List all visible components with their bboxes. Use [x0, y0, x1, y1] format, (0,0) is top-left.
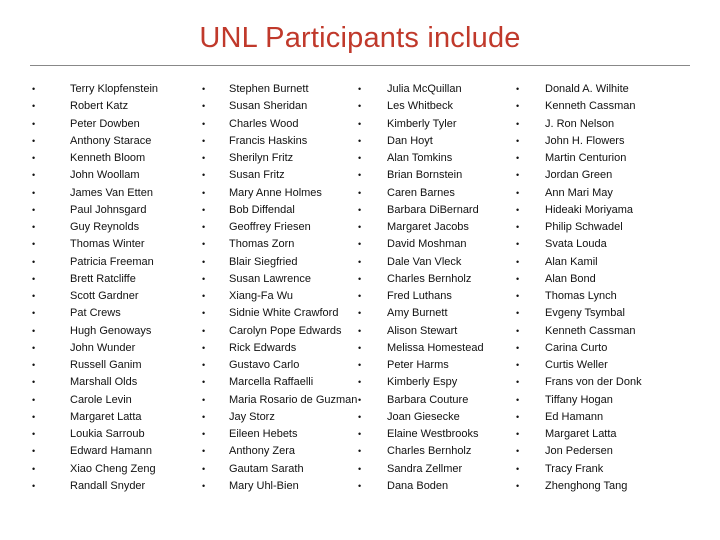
- participant-name: Robert Katz: [70, 100, 129, 113]
- participant-item: [202, 443, 357, 460]
- bullet-icon: •: [202, 308, 206, 319]
- participant-item: [32, 409, 158, 426]
- participant-item: [358, 133, 484, 150]
- participant-name: Anthony Zera: [229, 445, 296, 458]
- participant-item: [32, 461, 158, 478]
- participant-item: [32, 81, 159, 98]
- participant-name: Jordan Green: [545, 169, 613, 182]
- participant-name: Stephen Burnett: [229, 83, 309, 95]
- bullet-icon: •: [32, 170, 36, 181]
- participant-name: Les Whitbeck: [387, 100, 454, 113]
- participant-name: John Wunder: [70, 341, 136, 354]
- bullet-icon: •: [358, 239, 362, 250]
- participant-item: [202, 236, 357, 253]
- bullet-icon: •: [516, 222, 520, 232]
- participant-name: Charles Wood: [229, 117, 299, 130]
- participant-name: Russell Ganim: [70, 359, 142, 371]
- bullet-icon: •: [202, 463, 206, 474]
- participant-name: Brett Ratcliffe: [70, 272, 136, 285]
- bullet-icon: •: [516, 170, 520, 181]
- participant-item: [202, 478, 357, 495]
- bullet-icon: •: [516, 187, 520, 198]
- participants-column-4: [516, 81, 642, 495]
- participant-item: [516, 254, 642, 271]
- participant-item: [516, 81, 642, 98]
- participant-item: [32, 133, 158, 150]
- participant-item: [358, 254, 484, 271]
- participant-item: [202, 305, 357, 322]
- participant-name: Amy Burnett: [387, 307, 448, 320]
- bullet-icon: •: [516, 463, 520, 474]
- participant-name: Dana Boden: [387, 479, 449, 492]
- participant-name: Fred Luthans: [387, 290, 452, 302]
- bullet-icon: •: [202, 429, 206, 439]
- participant-item: [202, 392, 358, 409]
- participant-item: [516, 426, 642, 443]
- bullet-icon: •: [358, 325, 362, 336]
- bullet-icon: •: [358, 446, 362, 457]
- bullet-icon: •: [516, 429, 520, 439]
- bullet-icon: •: [516, 308, 520, 319]
- participant-item: [32, 340, 158, 357]
- participant-name: Xiang-Fa Wu: [229, 290, 293, 302]
- participant-item: [32, 185, 158, 202]
- participant-name: John Woollam: [70, 169, 140, 182]
- bullet-icon: •: [358, 480, 362, 491]
- participant-item: [32, 219, 158, 236]
- participant-name: Donald A. Wilhite: [545, 83, 629, 95]
- bullet-icon: •: [516, 325, 520, 336]
- participant-item: [516, 357, 642, 374]
- participant-name: Jon Pedersen: [545, 445, 613, 458]
- participant-item: [358, 98, 484, 115]
- bullet-icon: •: [358, 222, 362, 232]
- participant-item: [202, 133, 357, 150]
- participant-name: Tiffany Hogan: [545, 393, 613, 406]
- participant-name: Geoffrey Friesen: [229, 221, 311, 233]
- bullet-icon: •: [516, 394, 520, 405]
- participant-item: [516, 340, 642, 357]
- participant-name: Thomas Lynch: [545, 290, 617, 302]
- participant-name: Charles Bernholz: [387, 272, 472, 285]
- participant-item: [516, 98, 642, 115]
- participant-item: [202, 150, 357, 167]
- participant-name: Terry Klopfenstein: [70, 83, 159, 95]
- bullet-icon: •: [358, 187, 362, 198]
- bullet-icon: •: [358, 377, 362, 388]
- participants-column-3: [358, 81, 484, 495]
- participant-name: Patricia Freeman: [70, 255, 154, 268]
- bullet-icon: •: [358, 135, 362, 146]
- participant-name: Brian Bornstein: [387, 169, 463, 182]
- participant-name: Sandra Zellmer: [387, 462, 463, 475]
- participant-item: [516, 305, 642, 322]
- participant-name: Pat Crews: [70, 307, 121, 320]
- participant-name: Margaret Jacobs: [387, 221, 469, 233]
- bullet-icon: •: [202, 153, 206, 163]
- participant-name: Tracy Frank: [545, 462, 604, 475]
- participant-name: Mary Anne Holmes: [229, 186, 322, 199]
- participant-name: Elaine Westbrooks: [387, 428, 479, 440]
- participant-item: [358, 185, 484, 202]
- participant-item: [202, 357, 357, 374]
- participant-item: [202, 374, 357, 391]
- bullet-icon: •: [202, 273, 206, 284]
- participant-item: [358, 409, 484, 426]
- bullet-icon: •: [516, 273, 520, 284]
- bullet-icon: •: [516, 411, 520, 422]
- participant-item: [516, 185, 642, 202]
- bullet-icon: •: [32, 291, 36, 301]
- bullet-icon: •: [202, 342, 206, 353]
- participant-name: Loukia Sarroub: [70, 428, 145, 440]
- participant-name: Barbara DiBernard: [387, 203, 479, 216]
- bullet-icon: •: [516, 239, 520, 250]
- participant-name: Ann Mari May: [545, 186, 613, 199]
- bullet-icon: •: [32, 446, 36, 457]
- participant-item: [32, 202, 158, 219]
- participant-item: [202, 323, 357, 340]
- participant-name: Jay Storz: [229, 410, 275, 423]
- slide-title: UNL Participants include: [199, 22, 521, 54]
- participant-name: Rick Edwards: [229, 341, 297, 354]
- participant-item: [516, 392, 642, 409]
- participant-item: [358, 81, 484, 98]
- participant-item: [202, 271, 357, 288]
- participant-name: Francis Haskins: [229, 134, 308, 147]
- participant-item: [516, 236, 642, 253]
- bullet-icon: •: [32, 239, 36, 250]
- participant-item: [32, 98, 158, 115]
- participant-name: Alan Bond: [545, 272, 596, 285]
- participant-item: [32, 254, 158, 271]
- participant-item: [358, 305, 484, 322]
- bullet-icon: •: [358, 118, 362, 129]
- participant-name: Kimberly Tyler: [387, 117, 457, 130]
- participant-name: Julia McQuillan: [387, 83, 462, 95]
- participant-item: [202, 219, 357, 236]
- participant-name: Gustavo Carlo: [229, 359, 300, 371]
- participant-item: [32, 357, 158, 374]
- participant-item: [516, 219, 642, 236]
- bullet-icon: •: [202, 187, 206, 198]
- bullet-icon: •: [358, 342, 362, 353]
- participant-item: [516, 202, 642, 219]
- participant-name: Thomas Zorn: [229, 238, 295, 251]
- bullet-icon: •: [358, 308, 362, 319]
- participant-name: Scott Gardner: [70, 290, 139, 302]
- participants-column-1: [32, 81, 159, 495]
- participant-name: Zhenghong Tang: [545, 479, 628, 492]
- participant-name: Randall Snyder: [70, 479, 146, 492]
- participant-item: [32, 271, 158, 288]
- bullet-icon: •: [32, 394, 36, 405]
- bullet-icon: •: [358, 256, 362, 267]
- participant-name: Margaret Latta: [545, 428, 617, 440]
- participant-name: Sidnie White Crawford: [229, 307, 339, 320]
- participant-item: [32, 443, 158, 460]
- bullet-icon: •: [202, 239, 206, 250]
- bullet-icon: •: [202, 377, 206, 388]
- bullet-icon: •: [32, 118, 36, 129]
- bullet-icon: •: [32, 325, 36, 336]
- participant-name: Barbara Couture: [387, 393, 469, 406]
- bullet-icon: •: [516, 118, 520, 129]
- participant-item: [358, 150, 484, 167]
- participant-item: [358, 323, 484, 340]
- participant-item: [358, 236, 484, 253]
- participant-name: Marcella Raffaelli: [229, 376, 314, 389]
- title-divider: [30, 65, 690, 66]
- participant-name: Melissa Homestead: [387, 341, 484, 354]
- bullet-icon: •: [202, 222, 206, 232]
- participant-name: Thomas Winter: [70, 238, 145, 251]
- bullet-icon: •: [202, 325, 206, 336]
- participant-name: Kimberly Espy: [387, 376, 458, 389]
- participant-name: Mary Uhl-Bien: [229, 479, 299, 492]
- participant-item: [358, 443, 484, 460]
- participant-name: Kenneth Cassman: [545, 324, 636, 337]
- bullet-icon: •: [202, 446, 206, 457]
- participant-item: [32, 167, 158, 184]
- bullet-icon: •: [358, 429, 362, 439]
- participant-item: [202, 409, 357, 426]
- participant-name: Evgeny Tsymbal: [545, 307, 625, 320]
- participant-name: Ed Hamann: [545, 410, 604, 423]
- bullet-icon: •: [202, 291, 206, 301]
- bullet-icon: •: [516, 291, 520, 301]
- participant-item: [516, 271, 642, 288]
- bullet-icon: •: [32, 342, 36, 353]
- bullet-icon: •: [32, 256, 36, 267]
- participant-name: Alan Tomkins: [387, 152, 453, 164]
- participant-item: [32, 150, 158, 167]
- bullet-icon: •: [32, 429, 36, 439]
- bullet-icon: •: [32, 187, 36, 198]
- participant-item: [516, 443, 642, 460]
- participant-name: Susan Sheridan: [229, 100, 308, 113]
- participant-item: [516, 478, 642, 495]
- participant-item: [32, 374, 158, 391]
- participant-name: Joan Giesecke: [387, 410, 460, 423]
- bullet-icon: •: [32, 101, 36, 112]
- participant-item: [358, 202, 484, 219]
- participant-name: Marshall Olds: [70, 376, 138, 389]
- participant-name: Charles Bernholz: [387, 445, 472, 458]
- participant-name: Frans von der Donk: [545, 376, 642, 389]
- participant-item: [516, 288, 642, 305]
- participant-name: James Van Etten: [70, 186, 153, 199]
- bullet-icon: •: [202, 170, 206, 181]
- bullet-icon: •: [32, 273, 36, 284]
- participant-name: Anthony Starace: [70, 134, 152, 147]
- participant-name: Martin Centurion: [545, 152, 627, 164]
- bullet-icon: •: [202, 135, 206, 146]
- bullet-icon: •: [32, 308, 36, 319]
- participant-name: Caren Barnes: [387, 186, 455, 199]
- bullet-icon: •: [358, 170, 362, 181]
- bullet-icon: •: [32, 153, 36, 163]
- bullet-icon: •: [358, 273, 362, 284]
- participant-item: [202, 81, 357, 98]
- participant-name: Maria Rosario de Guzman: [229, 393, 358, 406]
- bullet-icon: •: [202, 411, 206, 422]
- participant-item: [358, 426, 484, 443]
- participant-item: [358, 357, 484, 374]
- participant-item: [202, 185, 357, 202]
- bullet-icon: •: [358, 394, 362, 405]
- participant-name: Curtis Weller: [545, 359, 608, 371]
- participant-item: [358, 340, 484, 357]
- participant-item: [32, 288, 158, 305]
- participant-item: [32, 392, 158, 409]
- participant-name: Xiao Cheng Zeng: [70, 462, 156, 475]
- bullet-icon: •: [516, 377, 520, 388]
- participant-item: [358, 288, 484, 305]
- participant-name: Edward Hamann: [70, 445, 152, 458]
- bullet-icon: •: [202, 256, 206, 267]
- participant-item: [202, 167, 357, 184]
- bullet-icon: •: [202, 204, 206, 215]
- bullet-icon: •: [32, 480, 36, 491]
- bullet-icon: •: [516, 446, 520, 457]
- bullet-icon: •: [516, 135, 520, 146]
- participant-name: Carina Curto: [545, 341, 608, 354]
- participant-name: Gautam Sarath: [229, 462, 304, 475]
- participant-item: [32, 426, 158, 443]
- participant-name: Alan Kamil: [545, 255, 598, 268]
- bullet-icon: •: [202, 118, 206, 129]
- participant-name: Dale Van Vleck: [387, 255, 462, 268]
- participant-name: Kenneth Cassman: [545, 100, 636, 113]
- participant-item: [516, 374, 642, 391]
- participant-item: [358, 374, 484, 391]
- participant-item: [32, 323, 158, 340]
- participant-item: [516, 133, 642, 150]
- participant-item: [202, 254, 357, 271]
- participant-name: Eileen Hebets: [229, 428, 298, 440]
- participant-item: [202, 98, 357, 115]
- participant-name: Sherilyn Fritz: [229, 152, 294, 164]
- participant-item: [202, 202, 357, 219]
- bullet-icon: •: [32, 463, 36, 474]
- bullet-icon: •: [358, 204, 362, 215]
- participant-name: Paul Johnsgard: [70, 203, 147, 216]
- bullet-icon: •: [358, 463, 362, 474]
- participants-column-2: [202, 81, 358, 495]
- participant-name: David Moshman: [387, 238, 467, 251]
- participant-item: [202, 340, 357, 357]
- bullet-icon: •: [202, 480, 206, 491]
- bullet-icon: •: [32, 377, 36, 388]
- bullet-icon: •: [516, 153, 520, 163]
- participant-name: Svata Louda: [545, 238, 607, 251]
- bullet-icon: •: [516, 204, 520, 215]
- participant-name: Kenneth Bloom: [70, 152, 146, 164]
- bullet-icon: •: [358, 101, 362, 112]
- bullet-icon: •: [358, 291, 362, 301]
- bullet-icon: •: [516, 256, 520, 267]
- participant-item: [202, 116, 357, 133]
- participant-item: [516, 150, 642, 167]
- participant-name: Carolyn Pope Edwards: [229, 324, 342, 337]
- bullet-icon: •: [32, 135, 36, 146]
- bullet-icon: •: [358, 84, 362, 94]
- participant-name: Guy Reynolds: [70, 221, 140, 233]
- participant-name: Dan Hoyt: [387, 134, 433, 147]
- participant-item: [358, 167, 484, 184]
- bullet-icon: •: [202, 394, 206, 405]
- participant-name: Alison Stewart: [387, 324, 458, 337]
- participant-item: [358, 392, 484, 409]
- bullet-icon: •: [32, 84, 36, 94]
- participant-item: [516, 409, 642, 426]
- participant-item: [516, 461, 642, 478]
- participant-item: [358, 116, 484, 133]
- participant-name: Blair Siegfried: [229, 255, 298, 268]
- participant-name: Margaret Latta: [70, 410, 142, 423]
- participant-name: Hideaki Moriyama: [545, 203, 634, 216]
- bullet-icon: •: [358, 411, 362, 422]
- bullet-icon: •: [516, 84, 520, 94]
- bullet-icon: •: [516, 342, 520, 353]
- participant-name: Susan Lawrence: [229, 272, 311, 285]
- participant-name: Philip Schwadel: [545, 221, 623, 233]
- participant-name: Susan Fritz: [229, 169, 285, 182]
- participant-name: Carole Levin: [70, 393, 132, 406]
- participant-item: [202, 426, 357, 443]
- bullet-icon: •: [32, 411, 36, 422]
- bullet-icon: •: [516, 101, 520, 112]
- participant-item: [358, 478, 484, 495]
- participant-item: [202, 288, 357, 305]
- bullet-icon: •: [358, 360, 362, 370]
- participant-item: [516, 167, 642, 184]
- bullet-icon: •: [32, 360, 36, 370]
- participant-name: John H. Flowers: [545, 134, 625, 147]
- participant-item: [32, 236, 158, 253]
- participant-name: J. Ron Nelson: [545, 117, 615, 130]
- participant-name: Peter Dowben: [70, 117, 140, 130]
- bullet-icon: •: [32, 204, 36, 215]
- participant-item: [516, 323, 642, 340]
- bullet-icon: •: [358, 153, 362, 163]
- participant-item: [358, 461, 484, 478]
- participant-item: [32, 116, 158, 133]
- participant-item: [358, 219, 484, 236]
- participant-item: [202, 461, 357, 478]
- participant-item: [516, 116, 642, 133]
- participant-item: [358, 271, 484, 288]
- bullet-icon: •: [202, 84, 206, 94]
- bullet-icon: •: [32, 222, 36, 232]
- bullet-icon: •: [516, 480, 520, 491]
- participant-item: [32, 305, 158, 322]
- participant-name: Hugh Genoways: [70, 324, 152, 337]
- participant-name: Bob Diffendal: [229, 203, 295, 216]
- participant-item: [32, 478, 158, 495]
- bullet-icon: •: [202, 360, 206, 370]
- bullet-icon: •: [202, 101, 206, 112]
- bullet-icon: •: [516, 360, 520, 370]
- participant-name: Peter Harms: [387, 359, 449, 371]
